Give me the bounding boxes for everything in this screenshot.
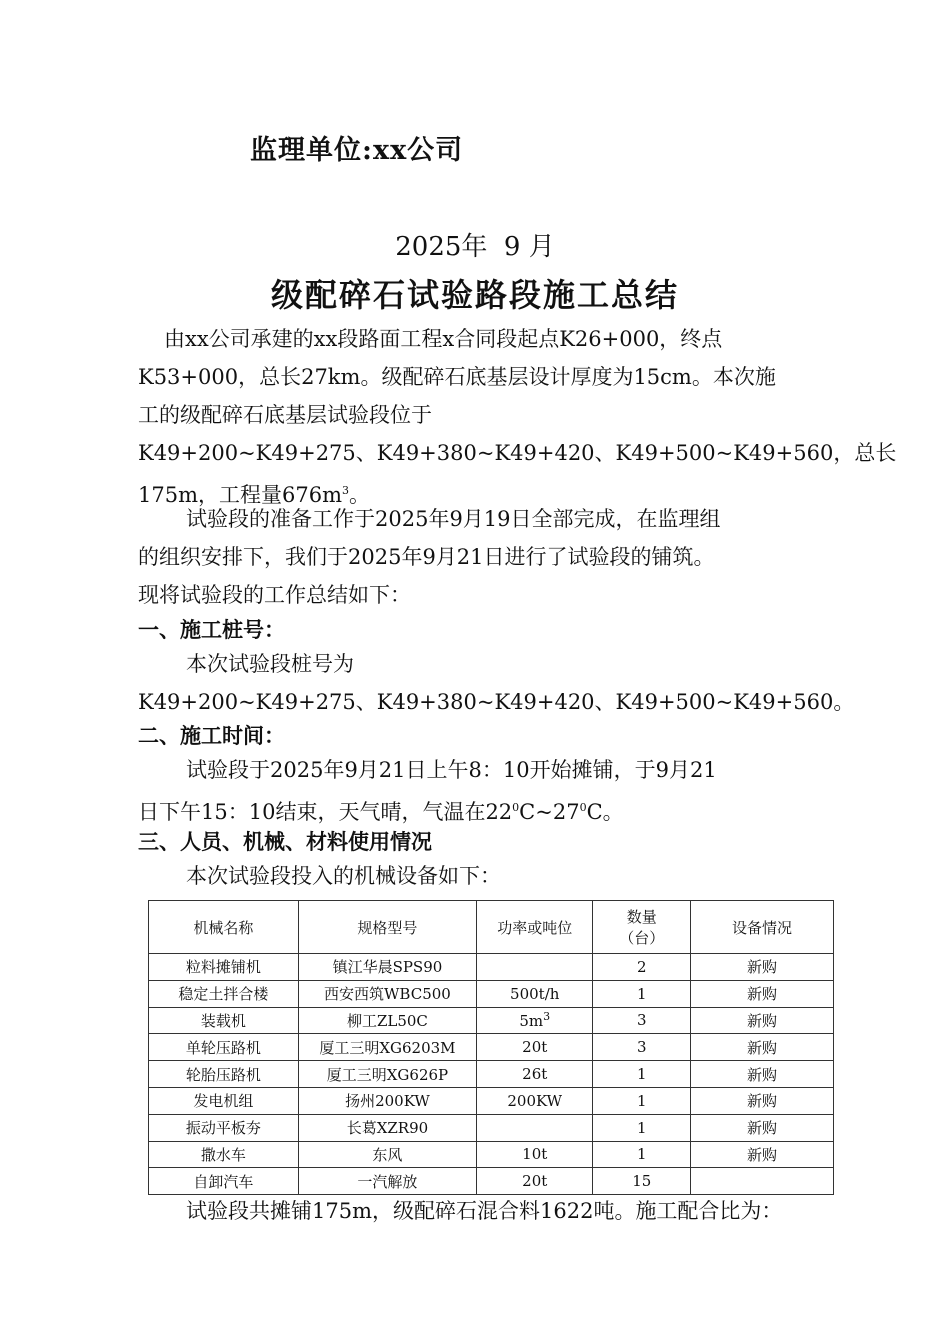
table-cell: 1 — [593, 1061, 691, 1088]
summary-paragraph — [138, 1192, 838, 1230]
machinery-table — [148, 900, 834, 1195]
table-cell: 新购 — [691, 1114, 834, 1141]
table-cell: 15 — [593, 1168, 691, 1195]
time-text: C。 — [586, 800, 624, 824]
table-row — [149, 1114, 834, 1141]
table-cell: 1 — [593, 1114, 691, 1141]
table-cell: 新购 — [691, 1007, 834, 1034]
table-row — [149, 1007, 834, 1034]
table-cell: 单轮压路机 — [149, 1034, 299, 1061]
stake-paragraph — [138, 645, 855, 721]
prep-line: 的组织安排下，我们于2025年9月21日进行了试验段的铺筑。 — [138, 545, 715, 569]
table-cell: 500t/h — [477, 980, 593, 1007]
intro-end: 。 — [349, 483, 370, 507]
header-cell: 功率或吨位 — [477, 901, 593, 954]
table-cell: 新购 — [691, 980, 834, 1007]
header-cell: 机械名称 — [149, 901, 299, 954]
table-cell: 3 — [593, 1034, 691, 1061]
table-cell: 厦工三明XG626P — [298, 1061, 476, 1088]
document-title: 级配碎石试验路段施工总结 — [270, 276, 679, 314]
table-cell: 长葛XZR90 — [298, 1114, 476, 1141]
degree-superscript: 0 — [579, 801, 587, 814]
intro-line: 由xx公司承建的xx段路面工程x合同段起点K26+000，终点 — [164, 327, 723, 351]
table-cell: 2 — [593, 954, 691, 981]
table-cell — [477, 1114, 593, 1141]
time-line — [138, 789, 838, 831]
table-row — [149, 1034, 834, 1061]
table-row — [149, 1087, 834, 1114]
table-cell: 1 — [593, 980, 691, 1007]
time-text: C~27 — [519, 800, 580, 824]
intro-line: 工的级配碎石底基层试验段位于 — [138, 403, 432, 427]
intro-line: K53+000，总长27km。级配碎石底基层设计厚度为15cm。本次施 — [138, 365, 776, 389]
table-cell: 西安西筑WBC500 — [298, 980, 476, 1007]
table-cell: 稳定土拌合楼 — [149, 980, 299, 1007]
table-cell: 新购 — [691, 1061, 834, 1088]
table-cell: 新购 — [691, 1141, 834, 1168]
table-cell: 200KW — [477, 1087, 593, 1114]
table-cell — [477, 1007, 593, 1034]
document-date: 2025年 9 月 — [395, 232, 555, 262]
table-cell: 厦工三明XG6203M — [298, 1034, 476, 1061]
header-cell: 设备情况 — [691, 901, 834, 954]
table-cell: 新购 — [691, 954, 834, 981]
prep-paragraph — [138, 500, 838, 614]
table-cell — [691, 1168, 834, 1195]
table-cell: 一汽解放 — [298, 1168, 476, 1195]
table-cell: 新购 — [691, 1034, 834, 1061]
table-cell: 1 — [593, 1087, 691, 1114]
section-heading-stake: 一、施工桩号： — [138, 617, 285, 642]
resources-intro — [138, 857, 838, 895]
table-row — [149, 954, 834, 981]
table-cell: 自卸汽车 — [149, 1168, 299, 1195]
table-row — [149, 1061, 834, 1088]
table-header-row — [149, 901, 834, 954]
section-heading-time: 二、施工时间： — [138, 723, 285, 748]
cubic-superscript: 3 — [543, 1010, 551, 1024]
supervisor-unit: 监理单位:xx公司 — [250, 135, 464, 166]
intro-text: 175m，工程量676m — [138, 483, 342, 507]
section-heading-resources: 三、人员、机械、材料使用情况 — [138, 829, 432, 854]
header-text: 数量 — [626, 908, 657, 926]
degree-superscript: 0 — [512, 801, 520, 814]
intro-line: K49+200~K49+275、K49+380~K49+420、K49+500~K49+560，总长 — [138, 441, 897, 465]
resources-line: 本次试验段投入的机械设备如下： — [186, 864, 501, 888]
table-cell: 新购 — [691, 1087, 834, 1114]
table-cell: 20t — [477, 1034, 593, 1061]
table-cell: 发电机组 — [149, 1087, 299, 1114]
time-paragraph — [138, 751, 838, 831]
time-text: 日下午15：10结束，天气晴，气温在22 — [138, 800, 513, 824]
table-cell: 20t — [477, 1168, 593, 1195]
table-cell: 10t — [477, 1141, 593, 1168]
stake-line: 本次试验段桩号为 — [186, 652, 354, 676]
table-cell: 撒水车 — [149, 1141, 299, 1168]
table-cell: 3 — [593, 1007, 691, 1034]
table-cell: 振动平板夯 — [149, 1114, 299, 1141]
table-row — [149, 1168, 834, 1195]
table-cell: 粒料摊铺机 — [149, 954, 299, 981]
table-row — [149, 980, 834, 1007]
table-row — [149, 1141, 834, 1168]
summary-line: 试验段共摊铺175m，级配碎石混合料1622吨。施工配合比为： — [186, 1199, 783, 1223]
cubic-superscript: 3 — [342, 484, 349, 497]
table-cell: 轮胎压路机 — [149, 1061, 299, 1088]
header-text: （台） — [619, 929, 665, 947]
table-cell: 装载机 — [149, 1007, 299, 1034]
table-cell: 柳工ZL50C — [298, 1007, 476, 1034]
time-line: 试验段于2025年9月21日上午8：10开始摊铺，于9月21 — [186, 758, 717, 782]
intro-paragraph — [138, 320, 897, 514]
table-cell — [477, 954, 593, 981]
prep-line: 现将试验段的工作总结如下： — [138, 583, 411, 607]
table-cell: 1 — [593, 1141, 691, 1168]
header-cell — [593, 901, 691, 954]
stake-line: K49+200~K49+275、K49+380~K49+420、K49+500~K49+560。 — [138, 690, 855, 714]
prep-line: 试验段的准备工作于2025年9月19日全部完成，在监理组 — [186, 507, 721, 531]
table-cell: 26t — [477, 1061, 593, 1088]
table-cell: 镇江华晨SPS90 — [298, 954, 476, 981]
cell-text: 5m — [519, 1012, 544, 1031]
header-cell: 规格型号 — [298, 901, 476, 954]
table-cell: 东风 — [298, 1141, 476, 1168]
table-cell: 扬州200KW — [298, 1087, 476, 1114]
